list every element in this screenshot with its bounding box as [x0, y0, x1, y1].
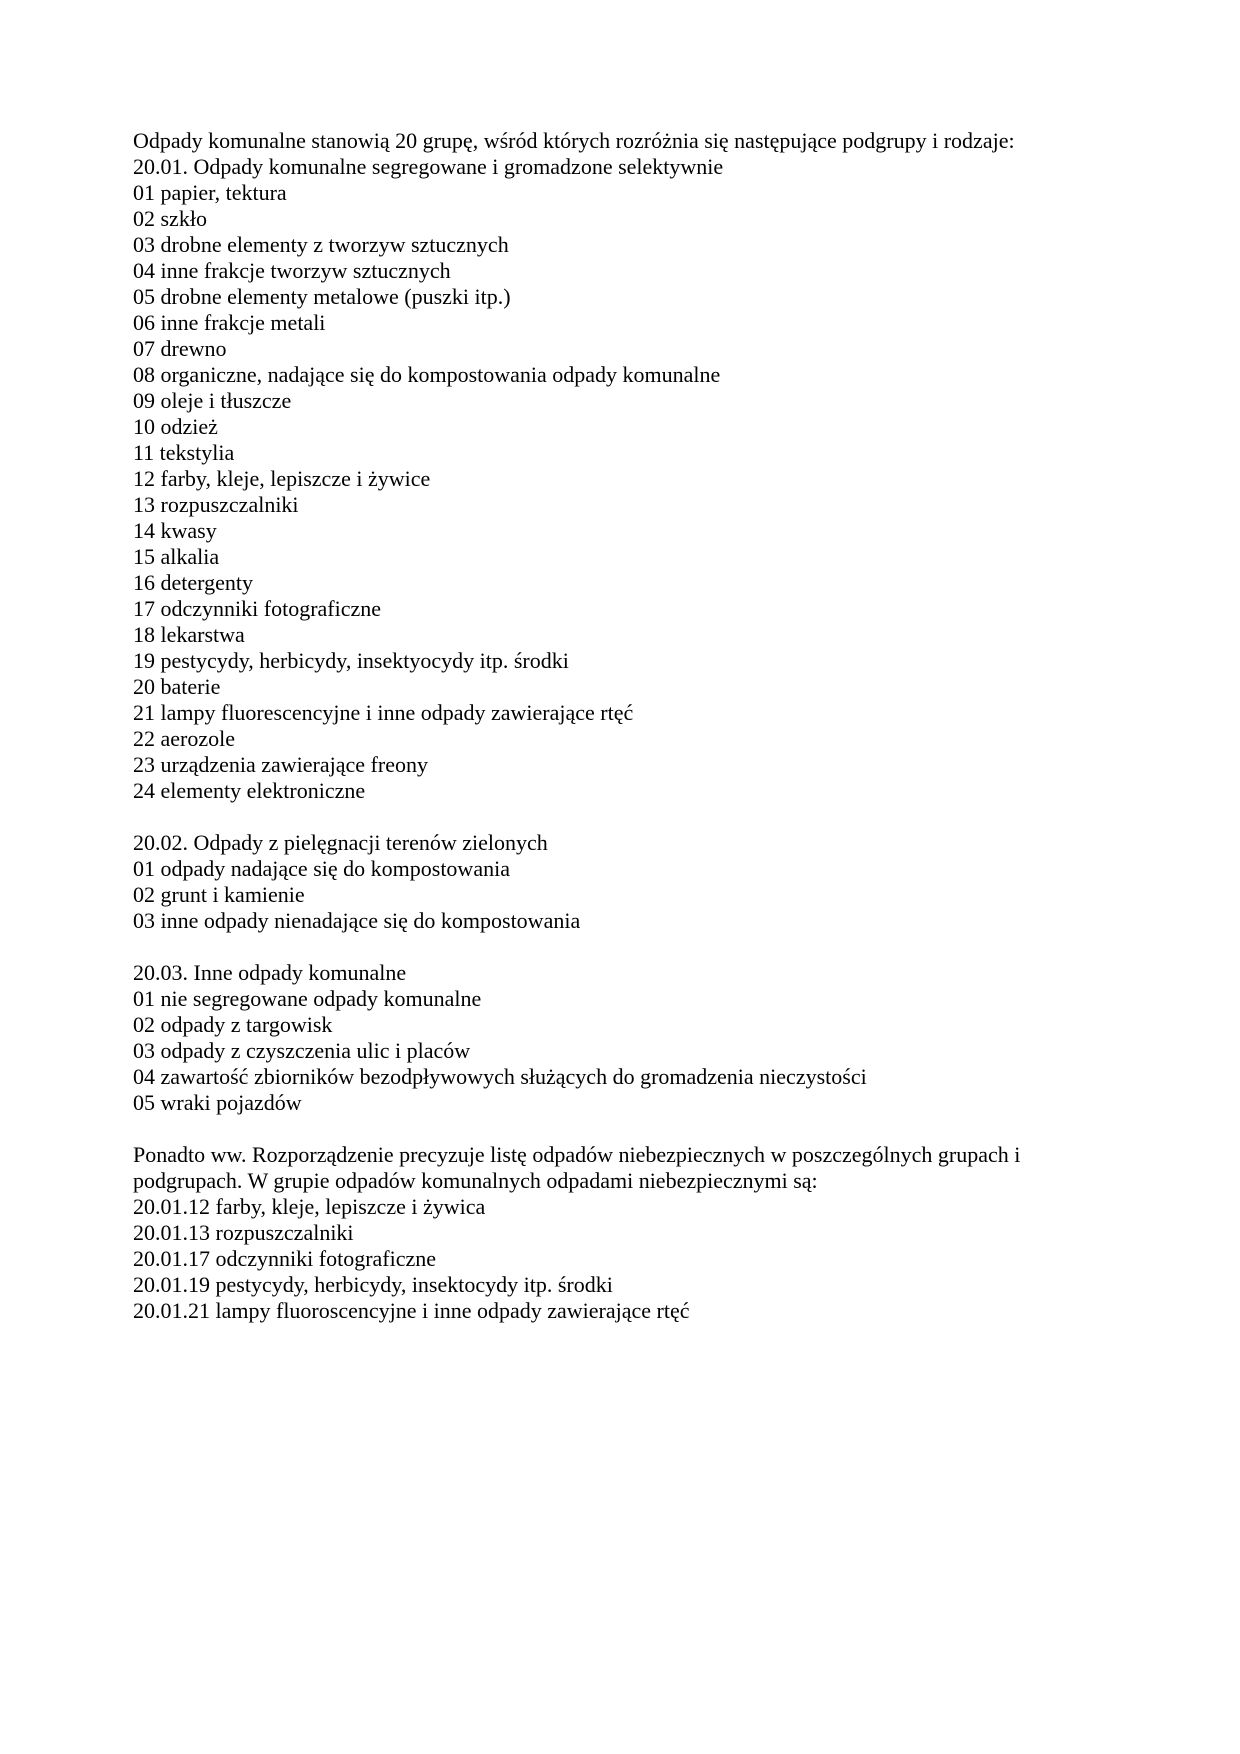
list-line: 12 farby, kleje, lepiszcze i żywice: [133, 466, 431, 491]
section-heading: 20.03. Inne odpady komunalne: [133, 960, 407, 985]
list-line: 04 inne frakcje tworzyw sztucznych: [133, 258, 451, 283]
list-line: 06 inne frakcje metali: [133, 310, 326, 335]
section-20-03: [133, 960, 1110, 1116]
list-line: 22 aerozole: [133, 726, 235, 751]
hazardous-waste-section: [133, 1142, 1110, 1324]
list-line: 05 wraki pojazdów: [133, 1090, 302, 1115]
list-line: 03 odpady z czyszczenia ulic i placów: [133, 1038, 471, 1063]
list-line: 01 papier, tektura: [133, 180, 287, 205]
section-20-02: [133, 830, 1110, 934]
section-items: [133, 856, 1110, 934]
list-line: 13 rozpuszczalniki: [133, 492, 299, 517]
intro-paragraph: Odpady komunalne stanowią 20 grupę, wśród których rozróżnia się następujące podgrupy i rodzaje:: [133, 128, 1015, 153]
list-line: 19 pestycydy, herbicydy, insektyocydy itp. środki: [133, 648, 569, 673]
list-line: 20.01.12 farby, kleje, lepiszcze i żywica: [133, 1194, 486, 1219]
list-line: 03 inne odpady nienadające się do kompostowania: [133, 908, 581, 933]
list-line: 09 oleje i tłuszcze: [133, 388, 292, 413]
list-line: 20.01.19 pestycydy, herbicydy, insektocydy itp. środki: [133, 1272, 613, 1297]
list-line: 23 urządzenia zawierające freony: [133, 752, 428, 777]
list-line: 01 odpady nadające się do kompostowania: [133, 856, 510, 881]
section-heading: 20.01. Odpady komunalne segregowane i gromadzone selektywnie: [133, 154, 724, 179]
section-items: [133, 180, 1110, 804]
list-line: 04 zawartość zbiorników bezodpływowych służących do gromadzenia nieczystości: [133, 1064, 867, 1089]
list-line: 01 nie segregowane odpady komunalne: [133, 986, 482, 1011]
list-line: 02 grunt i kamienie: [133, 882, 305, 907]
list-line: 10 odzież: [133, 414, 218, 439]
list-line: 07 drewno: [133, 336, 227, 361]
list-line: 16 detergenty: [133, 570, 253, 595]
list-line: 11 tekstylia: [133, 440, 235, 465]
section-heading: 20.02. Odpady z pielęgnacji terenów zielonych: [133, 830, 548, 855]
list-line: 20.01.13 rozpuszczalniki: [133, 1220, 354, 1245]
list-line: 02 szkło: [133, 206, 207, 231]
list-line: 17 odczynniki fotograficzne: [133, 596, 382, 621]
list-line: 24 elementy elektroniczne: [133, 778, 366, 803]
hazardous-paragraph: Ponadto ww. Rozporządzenie precyzuje listę odpadów niebezpiecznych w poszczególnych grupach i podgrupach. W grupie odpadów komunalnych odpadami niebezpiecznymi są:: [133, 1142, 1021, 1193]
hazardous-items: [133, 1194, 1110, 1324]
document-body: [133, 128, 1110, 1324]
list-line: 14 kwasy: [133, 518, 217, 543]
list-line: 05 drobne elementy metalowe (puszki itp.): [133, 284, 511, 309]
list-line: 21 lampy fluorescencyjne i inne odpady zawierające rtęć: [133, 700, 634, 725]
list-line: 15 alkalia: [133, 544, 220, 569]
list-line: 20 baterie: [133, 674, 221, 699]
list-line: 03 drobne elementy z tworzyw sztucznych: [133, 232, 509, 257]
list-line: 08 organiczne, nadające się do kompostowania odpady komunalne: [133, 362, 721, 387]
list-line: 20.01.17 odczynniki fotograficzne: [133, 1246, 437, 1271]
list-line: 02 odpady z targowisk: [133, 1012, 333, 1037]
list-line: 20.01.21 lampy fluoroscencyjne i inne odpady zawierające rtęć: [133, 1298, 690, 1323]
section-items: [133, 986, 1110, 1116]
list-line: 18 lekarstwa: [133, 622, 245, 647]
section-20-01: [133, 154, 1110, 804]
